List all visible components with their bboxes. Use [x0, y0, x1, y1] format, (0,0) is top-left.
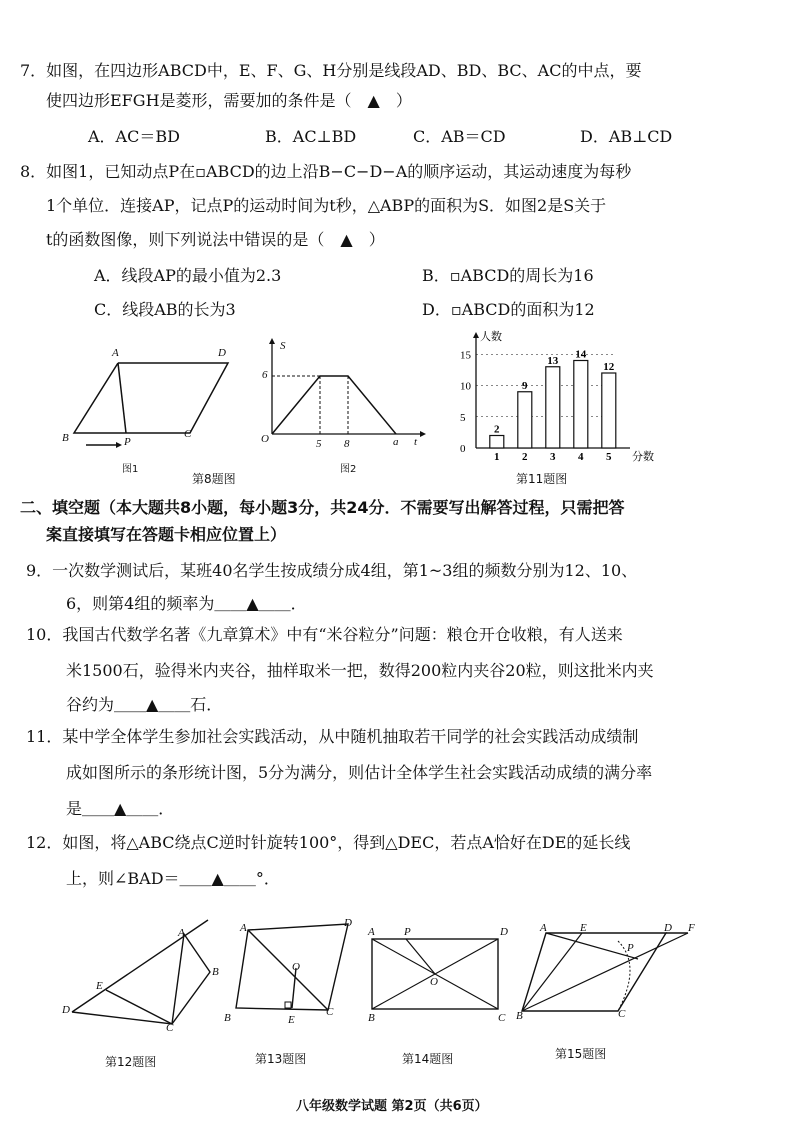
q8-line3: t的函数图像，则下列说法中错误的是（ ▲ ） — [46, 230, 385, 249]
fig14-caption: 第14题图 — [402, 1052, 454, 1066]
fig12-caption: 第12题图 — [105, 1055, 157, 1069]
fig15-caption: 第15题图 — [555, 1047, 607, 1061]
bar-1 — [490, 436, 504, 449]
fig13-label-o: O — [292, 961, 300, 973]
fig8-label-a: A — [112, 347, 119, 359]
fig15-label-b: B — [516, 1010, 523, 1022]
fig8-x8: 8 — [344, 438, 350, 450]
bar-2 — [518, 392, 532, 448]
y-axis-label: 人数 — [480, 331, 502, 343]
fig8-label-c: C — [184, 428, 192, 440]
q8-option-b: B．▫ABCD的周长为16 — [422, 266, 594, 285]
fig8-label-p: P — [124, 436, 131, 448]
fig13-label-d: D — [344, 917, 352, 929]
bar-5 — [602, 373, 616, 448]
fig8-y6: 6 — [262, 369, 268, 381]
fig8-fig2-label: 图2 — [340, 464, 357, 475]
fig14-label-b: B — [368, 1012, 375, 1024]
fig14-label-d: D — [500, 926, 508, 938]
q8-option-a: A．线段AP的最小值为2.3 — [94, 266, 282, 285]
fig8-axis-t: t — [414, 436, 418, 448]
fig12-label-b: B — [212, 966, 219, 978]
fig15-label-p: P — [627, 942, 634, 954]
fig8-diagram-2 — [260, 340, 430, 450]
q7-option-c: C．AB＝CD — [413, 127, 506, 146]
fig15-label-c: C — [618, 1008, 626, 1020]
x-axis-label: 分数 — [632, 451, 654, 463]
fig14-label-c: C — [498, 1012, 506, 1024]
q7-line2: 使四边形EFGH是菱形，需要加的条件是（ ▲ ） — [46, 91, 412, 110]
fig13-label-e: E — [288, 1014, 295, 1026]
fig12-label-a: A — [178, 927, 185, 939]
fig8-label-b: B — [62, 432, 69, 444]
fig15-diagram — [518, 925, 688, 1025]
q12-line1: 12．如图，将△ABC绕点C逆时针旋转100°，得到△DEC，若点A恰好在DE的延长线 — [26, 833, 631, 852]
x-tick-label-4: 4 — [578, 451, 584, 463]
fig12-label-e: E — [96, 980, 103, 992]
x-tick-label-1: 1 — [494, 451, 500, 463]
q10-line3: 谷约为＿＿▲＿＿石． — [66, 695, 223, 714]
fig12-diagram — [60, 920, 230, 1040]
x-tick-label-5: 5 — [606, 451, 612, 463]
y-axis-arrow — [473, 332, 479, 338]
fig14-diagram — [370, 935, 502, 1015]
q7-option-b: B．AC⊥BD — [265, 127, 357, 146]
fig15-label-d: D — [664, 922, 672, 934]
q7-option-d: D．AB⊥CD — [580, 127, 673, 146]
fig11-bar-chart — [440, 330, 660, 470]
q8-line2: 1个单位．连接AP，记点P的运动时间为t秒，△ABP的面积为S．如图2是S关于 — [46, 196, 607, 215]
section2-heading-line2: 案直接填写在答题卡相应位置上） — [46, 525, 287, 544]
fig15-label-f: F — [688, 922, 695, 934]
q9-line2: 6，则第4组的频率为＿＿▲＿＿． — [66, 594, 307, 613]
q10-line1: 10．我国古代数学名著《九章算术》中有“米谷粒分”问题：粮仓开仓收粮，有人送来 — [26, 625, 623, 644]
fig13-caption: 第13题图 — [255, 1052, 307, 1066]
q8-option-c: C．线段AB的长为3 — [94, 300, 236, 319]
bar-3 — [546, 367, 560, 448]
bar-value-label-3: 13 — [547, 354, 559, 367]
fig8-caption: 第8题图 — [192, 472, 236, 486]
fig15-label-e: E — [580, 922, 587, 934]
fig14-label-p: P — [404, 926, 411, 938]
fig15-label-a: A — [540, 922, 547, 934]
fig14-label-a: A — [368, 926, 375, 938]
q7-option-a: A．AC＝BD — [88, 127, 180, 146]
page-footer: 八年级数学试题 第2页（共6页） — [296, 1099, 488, 1114]
y-tick-label-2: 10 — [460, 380, 471, 393]
y-tick-label-1: 5 — [460, 411, 466, 424]
fig11-caption: 第11题图 — [516, 472, 568, 486]
q11-line3: 是＿＿▲＿＿． — [66, 799, 175, 818]
fig8-xa: a — [393, 436, 399, 448]
q9-line1: 9．一次数学测试后，某班40名学生按成绩分成4组，第1~3组的频数分别为12、10、 — [26, 561, 638, 580]
section2-heading-line1: 二、填空题（本大题共8小题，每小题3分，共24分．不需要写出解答过程，只需把答 — [20, 498, 625, 517]
fig8-diagram-1 — [60, 345, 240, 465]
bar-value-label-5: 12 — [603, 361, 615, 373]
x-tick-label-2: 2 — [522, 451, 528, 463]
fig13-label-a: A — [240, 922, 247, 934]
fig8-x5: 5 — [316, 438, 322, 450]
fig8-label-d: D — [218, 347, 226, 359]
y-tick-label-3: 15 — [460, 349, 471, 362]
q10-line2: 米1500石，验得米内夹谷，抽样取米一把，数得200粒内夹谷20粒，则这批米内夹 — [66, 661, 654, 680]
q11-line1: 11．某中学全体学生参加社会实践活动，从中随机抽取若干同学的社会实践活动成绩制 — [26, 727, 639, 746]
fig12-label-d: D — [62, 1004, 70, 1016]
fig12-label-c: C — [166, 1022, 174, 1034]
fig8-fig1-label: 图1 — [122, 464, 139, 475]
bar-value-label-1: 2 — [494, 423, 500, 436]
bar-4 — [574, 361, 588, 449]
q8-option-d: D．▫ABCD的面积为12 — [422, 300, 595, 319]
q8-line1: 8．如图1，已知动点P在▫ABCD的边上沿B−C−D−A的顺序运动，其运动速度为每秒 — [20, 162, 632, 181]
y-tick-label-0: 0 — [460, 443, 466, 455]
fig13-label-b: B — [224, 1012, 231, 1024]
x-tick-label-3: 3 — [550, 451, 556, 463]
fig13-label-c: C — [326, 1006, 334, 1018]
bar-value-label-2: 9 — [522, 379, 528, 392]
fig14-label-o: O — [430, 976, 438, 988]
q12-line2: 上，则∠BAD＝＿＿▲＿＿°． — [66, 869, 280, 888]
fig8-origin: O — [261, 433, 269, 445]
q7-line1: 7．如图，在四边形ABCD中，E、F、G、H分别是线段AD、BD、BC、AC的中点，要 — [20, 61, 642, 80]
q11-line2: 成如图所示的条形统计图，5分为满分，则估计全体学生社会实践活动成绩的满分率 — [66, 763, 653, 782]
bar-value-label-4: 14 — [575, 348, 587, 361]
fig8-axis-s: S — [280, 340, 286, 352]
